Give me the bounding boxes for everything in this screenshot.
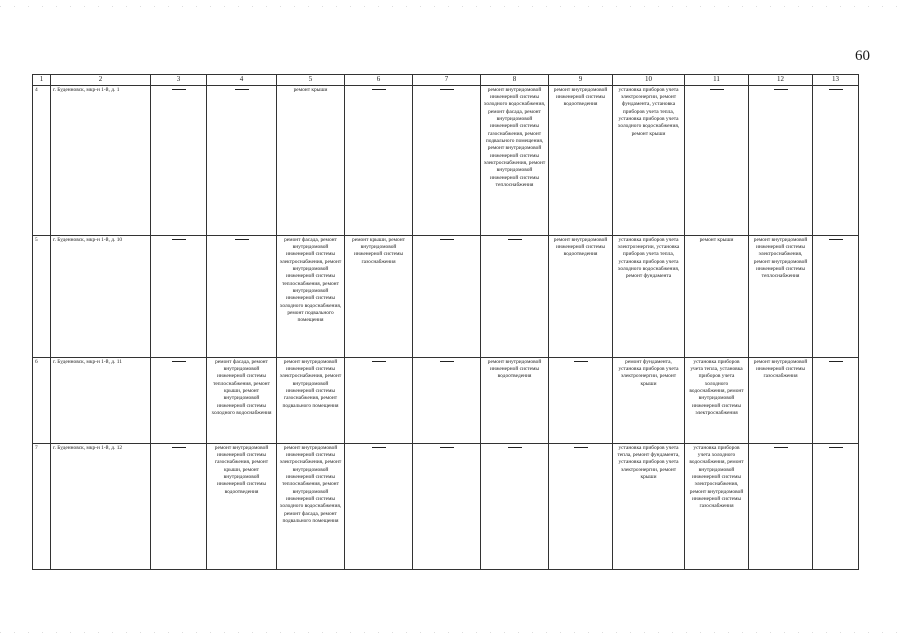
work-cell [749,85,813,235]
address-cell: г. Буденновск, мкр-н 1-й, д. 1 [51,85,151,235]
dash-mark [172,447,186,448]
scan-artifact-bottom [0,632,905,633]
scan-artifact-top [0,6,905,7]
column-header-9: 9 [549,75,613,86]
row-number: 5 [33,235,51,357]
column-header-7: 7 [413,75,481,86]
address-cell: г. Буденновск, мкр-н 1-й, д. 11 [51,357,151,443]
dash-mark [574,447,588,448]
dash-mark [710,89,724,90]
work-cell [749,443,813,569]
work-cell [151,443,207,569]
work-cell: установка приборов учета электроэнергии, ремонт фундамента, установка приборов учета тепла, установка приборов учета холодного водоснабжения, ремонт крыши [613,85,685,235]
page-number: 60 [855,48,870,64]
repair-schedule-table [32,74,859,570]
dash-mark [440,89,454,90]
dash-mark [774,447,788,448]
column-header-10: 10 [613,75,685,86]
table-row [33,357,859,443]
work-cell: ремонт крыши, ремонт внутридомовой инженерной системы газоснабжения [345,235,413,357]
row-number: 4 [33,85,51,235]
column-header-8: 8 [481,75,549,86]
work-cell [413,235,481,357]
work-cell: ремонт внутридомовой инженерной системы электроснабжения, ремонт внутридомовой инженерной системы газоснабжения, ремонт подвального помещения [277,357,345,443]
work-cell [345,443,413,569]
work-cell [413,357,481,443]
dash-mark [235,239,249,240]
dash-mark [574,361,588,362]
work-cell [345,85,413,235]
column-header-13: 13 [813,75,859,86]
dash-mark [829,89,843,90]
work-cell [151,357,207,443]
dash-mark [829,239,843,240]
column-header-2: 2 [51,75,151,86]
work-cell: установка приборов учета тепла, ремонт фундамента, установка приборов учета электроэнергии, ремонт крыши [613,443,685,569]
dash-mark [508,239,522,240]
dash-mark [440,239,454,240]
dash-mark [829,447,843,448]
work-cell: установка приборов учета тепла, установка приборов учета холодного водоснабжения, ремонт внутридомовой инженерной системы электроснабжения [685,357,749,443]
work-cell [151,235,207,357]
work-cell: ремонт фасада, ремонт внутридомовой инженерной системы электроснабжения, ремонт внутридомовой инженерной системы теплоснабжения, ремонт внутридомовой инженерной системы холодного водоснабжения, ремонт подвального помещения [277,235,345,357]
dash-mark [235,89,249,90]
dash-mark [508,447,522,448]
work-cell [345,357,413,443]
work-cell: ремонт внутридомовой инженерной системы газоснабжения, ремонт крыши, ремонт внутридомовой инженерной системы водоотведения [207,443,277,569]
work-cell: ремонт крыши [277,85,345,235]
work-cell: ремонт внутридомовой инженерной системы водоотведения [549,85,613,235]
work-cell: ремонт внутридомовой инженерной системы электроснабжения, ремонт внутридомовой инженерной системы теплоснабжения [749,235,813,357]
column-header-1: 1 [33,75,51,86]
column-header-4: 4 [207,75,277,86]
table-row [33,85,859,235]
row-number: 7 [33,443,51,569]
dash-mark [372,89,386,90]
work-cell [813,357,859,443]
work-cell: установка приборов учета холодного водоснабжения, ремонт внутридомовой инженерной системы электроснабжения, ремонт внутридомовой инженерной системы газоснабжения [685,443,749,569]
work-cell [481,443,549,569]
column-header-3: 3 [151,75,207,86]
work-cell: ремонт фундамента, установка приборов учета электроэнергии, ремонт крыши [613,357,685,443]
column-header-5: 5 [277,75,345,86]
dash-mark [372,447,386,448]
work-cell: ремонт внутридомовой инженерной системы газоснабжения [749,357,813,443]
dash-mark [372,361,386,362]
table-row [33,235,859,357]
address-cell: г. Буденновск, мкр-н 1-й, д. 10 [51,235,151,357]
dash-mark [440,361,454,362]
work-cell [481,235,549,357]
column-header-12: 12 [749,75,813,86]
work-cell: ремонт внутридомовой инженерной системы водоотведения [481,357,549,443]
header-row [33,75,859,86]
work-cell [549,443,613,569]
work-cell: установка приборов учета электроэнергии, установка приборов учета тепла, установка приборов учета холодного водоснабжения, ремонт фундамента [613,235,685,357]
dash-mark [172,89,186,90]
address-cell: г. Буденновск, мкр-н 1-й, д. 12 [51,443,151,569]
work-cell: ремонт внутридомовой инженерной системы водоотведения [549,235,613,357]
work-cell [207,235,277,357]
work-cell: ремонт фасада, ремонт внутридомовой инженерной системы теплоснабжения, ремонт крыши, ремонт внутридомовой инженерной системы холодного водоснабжения [207,357,277,443]
work-cell [549,357,613,443]
work-cell [813,443,859,569]
column-header-6: 6 [345,75,413,86]
work-cell [151,85,207,235]
work-cell [685,85,749,235]
dash-mark [440,447,454,448]
work-cell [413,443,481,569]
table-row [33,443,859,569]
dash-mark [172,361,186,362]
work-cell: ремонт крыши [685,235,749,357]
work-cell [813,85,859,235]
dash-mark [774,89,788,90]
work-cell: ремонт внутридомовой инженерной системы холодного водоснабжения, ремонт фасада, ремонт внутридомовой инженерной системы газоснабжения, ремонт подвального помещения, ремонт внутридомовой инженерной системы электроснабжения, ремонт внутридомовой инженерной системы теплоснабжения [481,85,549,235]
row-number: 6 [33,357,51,443]
column-header-11: 11 [685,75,749,86]
work-cell [207,85,277,235]
work-cell [413,85,481,235]
dash-mark [172,239,186,240]
work-cell [813,235,859,357]
dash-mark [829,361,843,362]
work-cell: ремонт внутридомовой инженерной системы электроснабжения, ремонт внутридомовой инженерной системы теплоснабжения, ремонт внутридомовой инженерной системы холодного водоснабжения, ремонт фасада, ремонт подвального помещения [277,443,345,569]
